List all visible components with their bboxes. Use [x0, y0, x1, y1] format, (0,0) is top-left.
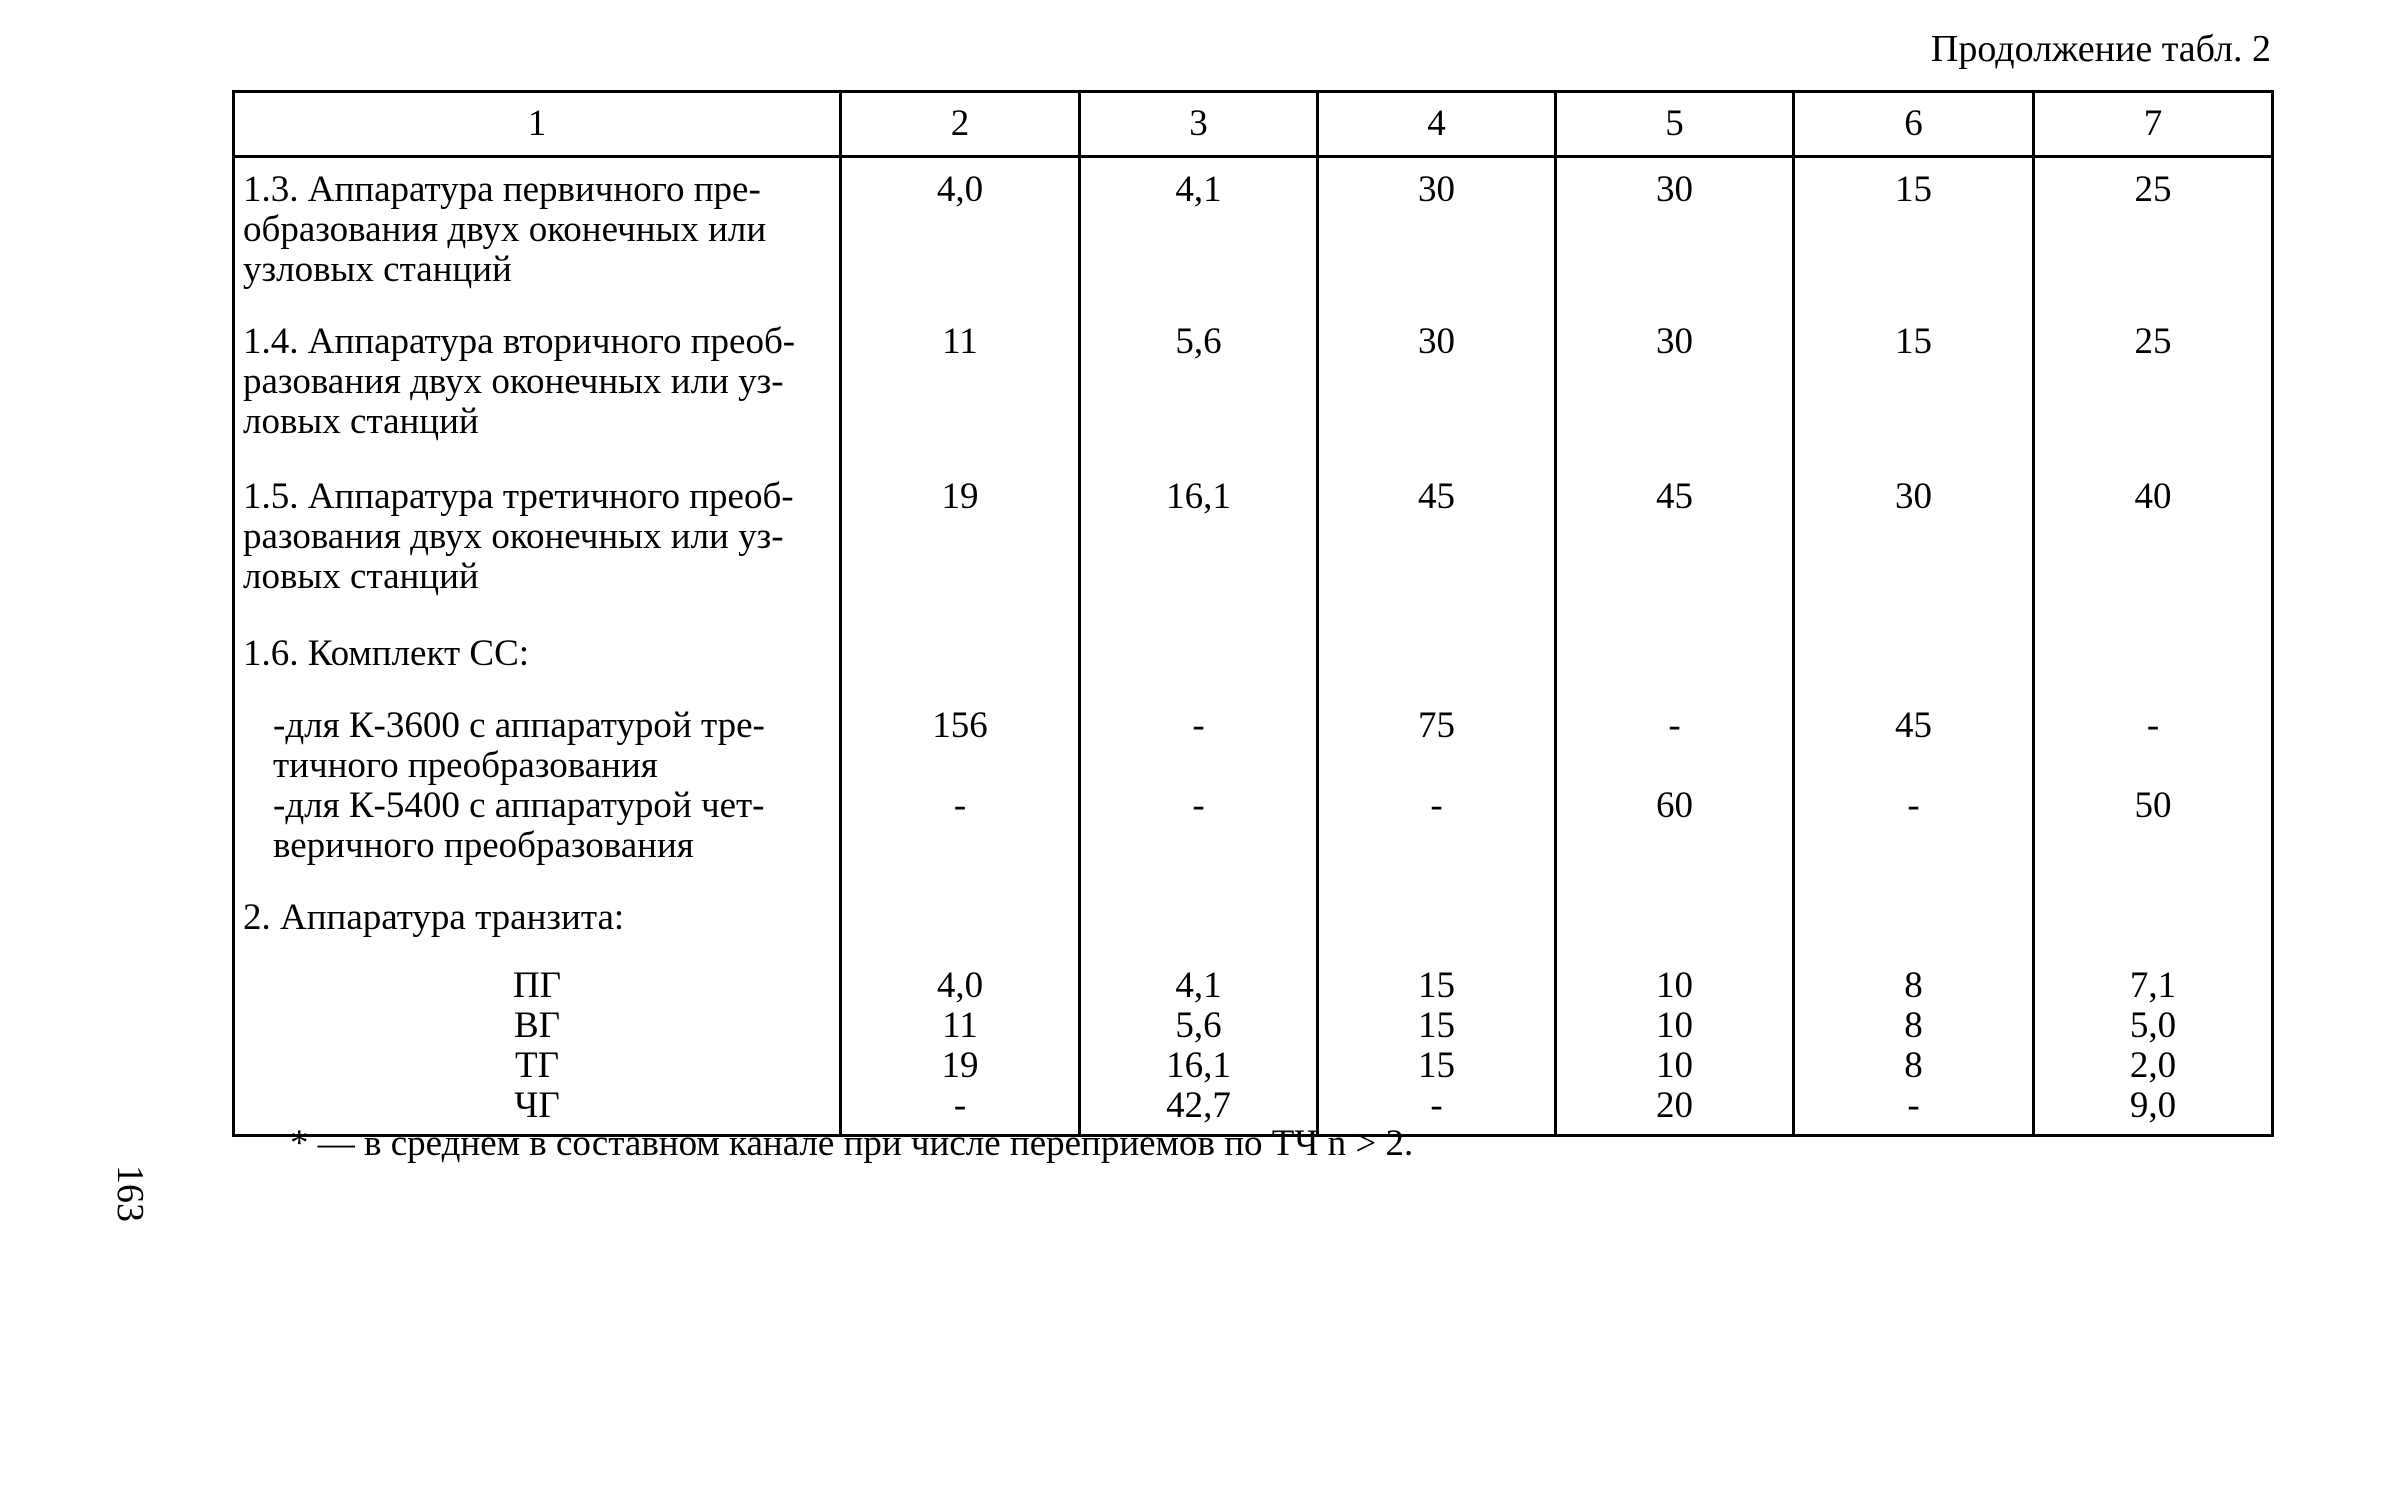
table-row — [234, 1006, 2273, 1046]
table-row — [234, 786, 2273, 886]
table-cell: 4,0 — [841, 157, 1080, 313]
table-cell: 10 — [1556, 958, 1794, 1006]
column-header: 1 — [234, 92, 841, 157]
table-cell: 42,7 — [1080, 1086, 1318, 1136]
table-cell: 16,1 — [1080, 467, 1318, 622]
table-cell: 25 — [2034, 312, 2273, 467]
table-cell — [1556, 886, 1794, 958]
column-header: 5 — [1556, 92, 1794, 157]
table-cell: 25 — [2034, 157, 2273, 313]
row-label: ПГ — [234, 958, 841, 1006]
table-cell: 5,0 — [2034, 1006, 2273, 1046]
table-cell — [1080, 622, 1318, 694]
table-cell: 4,1 — [1080, 157, 1318, 313]
table-cell: 10 — [1556, 1046, 1794, 1086]
data-table — [232, 90, 2274, 1137]
footnote: * — в среднем в составном канале при числе переприемов по ТЧ n > 2. — [290, 1123, 1414, 1164]
table-cell: 10 — [1556, 1006, 1794, 1046]
table-cell: - — [1794, 786, 2034, 886]
table-cell: 40 — [2034, 467, 2273, 622]
table-cell — [1556, 622, 1794, 694]
row-label: 1.6. Комплект СС: — [234, 622, 841, 694]
table-cell: 5,6 — [1080, 1006, 1318, 1046]
table-continuation-title: Продолжение табл. 2 — [1930, 28, 2271, 70]
table-cell — [841, 886, 1080, 958]
table-cell: 19 — [841, 1046, 1080, 1086]
row-label: ТГ — [234, 1046, 841, 1086]
row-label: -для К-3600 с аппаратурой тре-тичного преобразования — [234, 694, 841, 786]
table-cell: 8 — [1794, 1046, 2034, 1086]
table-cell: 15 — [1794, 157, 2034, 313]
table-cell: 30 — [1556, 157, 1794, 313]
table-row — [234, 622, 2273, 694]
row-label: 1.4. Аппаратура вторичного преоб-разования двух оконечных или уз-ловых станций — [234, 312, 841, 467]
table-cell: 2,0 — [2034, 1046, 2273, 1086]
column-header: 2 — [841, 92, 1080, 157]
table-cell: - — [1080, 786, 1318, 886]
table-cell — [1794, 886, 2034, 958]
table-cell: 30 — [1318, 312, 1556, 467]
table-cell: - — [1556, 694, 1794, 786]
table-cell: 75 — [1318, 694, 1556, 786]
row-label: 1.5. Аппаратура третичного преоб-разования двух оконечных или уз-ловых станций — [234, 467, 841, 622]
table-row — [234, 694, 2273, 786]
table-row — [234, 1046, 2273, 1086]
table-cell: 15 — [1318, 1006, 1556, 1046]
table-cell: 45 — [1318, 467, 1556, 622]
table-cell — [1080, 886, 1318, 958]
table-cell — [2034, 622, 2273, 694]
table-cell: 8 — [1794, 958, 2034, 1006]
column-header: 4 — [1318, 92, 1556, 157]
table-cell: 9,0 — [2034, 1086, 2273, 1136]
table-cell: 5,6 — [1080, 312, 1318, 467]
table-cell: 11 — [841, 312, 1080, 467]
table-cell: 156 — [841, 694, 1080, 786]
row-label: 2. Аппаратура транзита: — [234, 886, 841, 958]
table-cell: 30 — [1556, 312, 1794, 467]
table-cell: 8 — [1794, 1006, 2034, 1046]
table-cell — [2034, 886, 2273, 958]
table-cell: 15 — [1794, 312, 2034, 467]
table-cell: 16,1 — [1080, 1046, 1318, 1086]
table-cell: 15 — [1318, 958, 1556, 1006]
table-cell: - — [2034, 694, 2273, 786]
row-label: -для К-5400 с аппаратурой чет-веричного преобразования — [234, 786, 841, 886]
row-label: ВГ — [234, 1006, 841, 1046]
table-row — [234, 958, 2273, 1006]
table-row — [234, 886, 2273, 958]
table-cell: 45 — [1794, 694, 2034, 786]
table-row — [234, 467, 2273, 622]
table-cell: 50 — [2034, 786, 2273, 886]
table-cell — [841, 622, 1080, 694]
table-cell — [1318, 886, 1556, 958]
column-header: 7 — [2034, 92, 2273, 157]
table-cell: 11 — [841, 1006, 1080, 1046]
table-cell: - — [1794, 1086, 2034, 1136]
table-header-row — [234, 92, 2273, 157]
page-number: 163 — [109, 1165, 151, 1222]
table-cell: 7,1 — [2034, 958, 2273, 1006]
table-cell — [1794, 622, 2034, 694]
table-cell — [1318, 622, 1556, 694]
table-cell: 19 — [841, 467, 1080, 622]
table-cell: 30 — [1794, 467, 2034, 622]
table-cell: - — [1318, 786, 1556, 886]
table-cell: 20 — [1556, 1086, 1794, 1136]
table-cell: - — [841, 1086, 1080, 1136]
table-cell: 4,0 — [841, 958, 1080, 1006]
table-cell: - — [841, 786, 1080, 886]
table-cell: 15 — [1318, 1046, 1556, 1086]
table-cell: 4,1 — [1080, 958, 1318, 1006]
table-cell: 45 — [1556, 467, 1794, 622]
row-label: 1.3. Аппаратура первичного пре-образования двух оконечных или узловых станций — [234, 157, 841, 313]
table-cell: - — [1318, 1086, 1556, 1136]
table-cell: - — [1080, 694, 1318, 786]
table-row — [234, 312, 2273, 467]
table-cell: 60 — [1556, 786, 1794, 886]
table-row — [234, 157, 2273, 313]
column-header: 3 — [1080, 92, 1318, 157]
table-cell: 30 — [1318, 157, 1556, 313]
column-header: 6 — [1794, 92, 2034, 157]
row-label: ЧГ — [234, 1086, 841, 1136]
